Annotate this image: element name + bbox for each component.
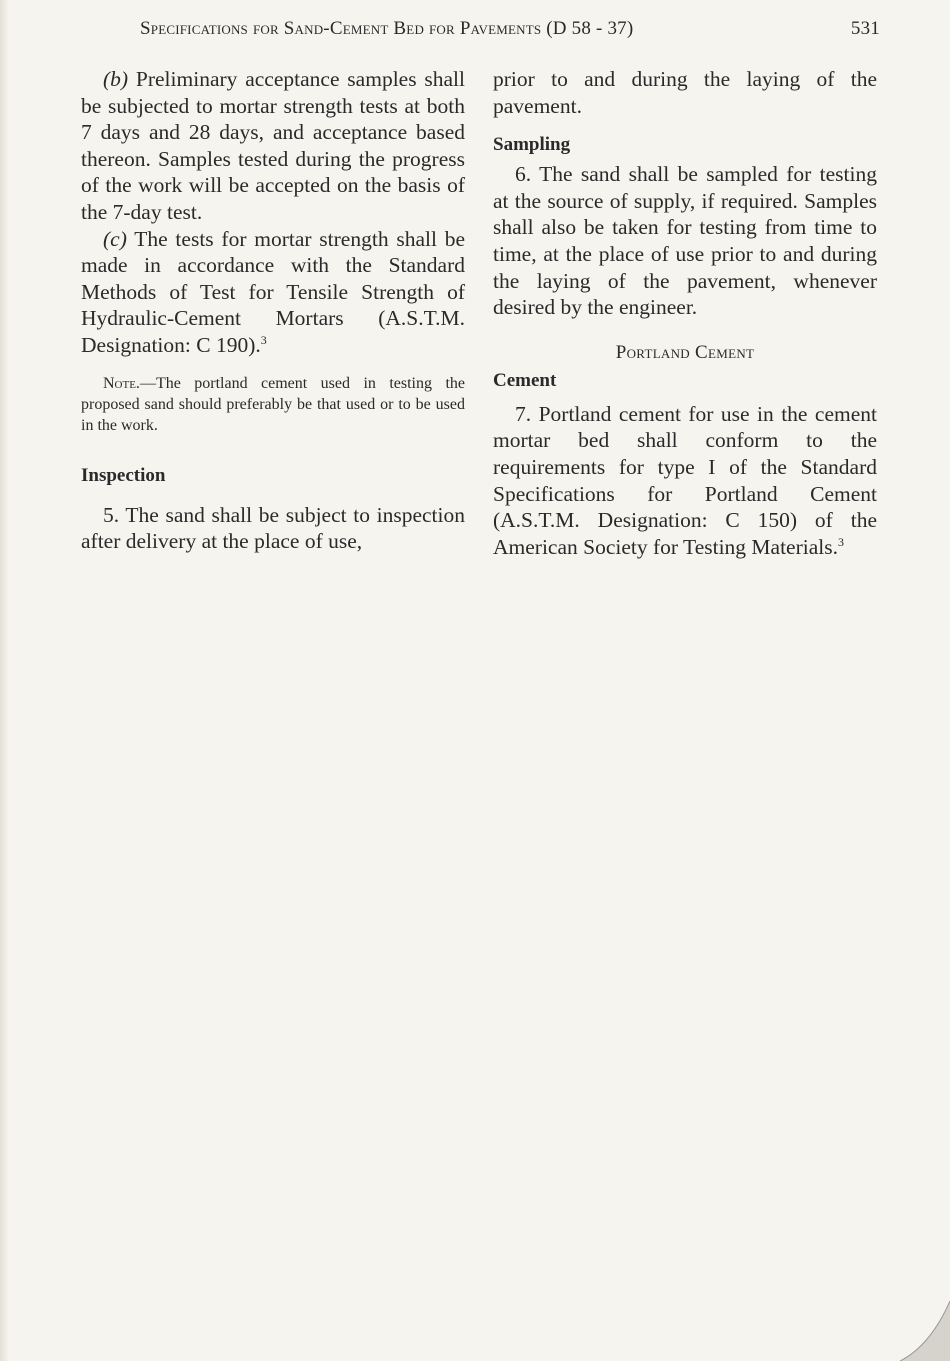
paragraph-4c xyxy=(81,226,465,359)
sampling-heading: Sampling xyxy=(493,134,571,156)
note xyxy=(81,373,465,436)
para-c-text: The tests for mortar strength shall be made in accordance with the Standard Methods of Test for Tensile Strength of Hydraulic-Cement Mortars (A.S.T.M. Designation: C 190). xyxy=(81,226,465,357)
paragraph-5: 5. The sand shall be subject to inspection after delivery at the place of use, xyxy=(81,502,465,554)
paragraph-5-continued: prior to and during the laying of the pavement. xyxy=(493,67,877,118)
inspection-heading: Inspection xyxy=(81,464,166,486)
left-column xyxy=(81,66,465,555)
note-label: Note. xyxy=(103,374,140,392)
right-column xyxy=(493,66,877,560)
para-c-marker: (c) xyxy=(103,226,127,251)
page-number: 531 xyxy=(850,18,880,39)
footnote-ref: 3 xyxy=(838,534,844,549)
section-title: Portland Cement xyxy=(615,341,755,363)
note-text: —The portland cement used in testing the proposed sand should preferably be that used or to be used in the work. xyxy=(81,374,465,434)
running-header xyxy=(140,14,880,44)
para-b-marker: (b) xyxy=(103,67,129,91)
footnote-ref: 3 xyxy=(260,332,267,347)
para-7-text: 7. Portland cement for use in the cement mortar bed shall conform to the requirements for type I of the Standard Specifications for Portland Cement (A.S.T.M. Designation: C 150) of the American Society for Testing Materials. xyxy=(493,401,877,559)
page-edge-shadow xyxy=(0,0,9,1361)
para-b-text: Preliminary acceptance samples shall be subjected to mortar strength tests at both 7 days and 28 days, and acceptance based thereon. Samples tested during the progress of the work will be accepted on the basis of the 7-day test. xyxy=(81,67,465,224)
page-corner-curl xyxy=(900,1301,950,1361)
cement-heading: Cement xyxy=(493,369,557,391)
header-title: Specifications for Sand-Cement Bed for Pavements (D 58 - 37) xyxy=(140,18,634,39)
paragraph-6: 6. The sand shall be sampled for testing at the source of supply, if required. Samples shall also be taken for testing from time to time, at the place of use prior to and during the laying of the pavement, whenever desired by the engineer. xyxy=(493,162,877,320)
paragraph-4b xyxy=(81,66,465,226)
paragraph-7 xyxy=(493,401,877,561)
